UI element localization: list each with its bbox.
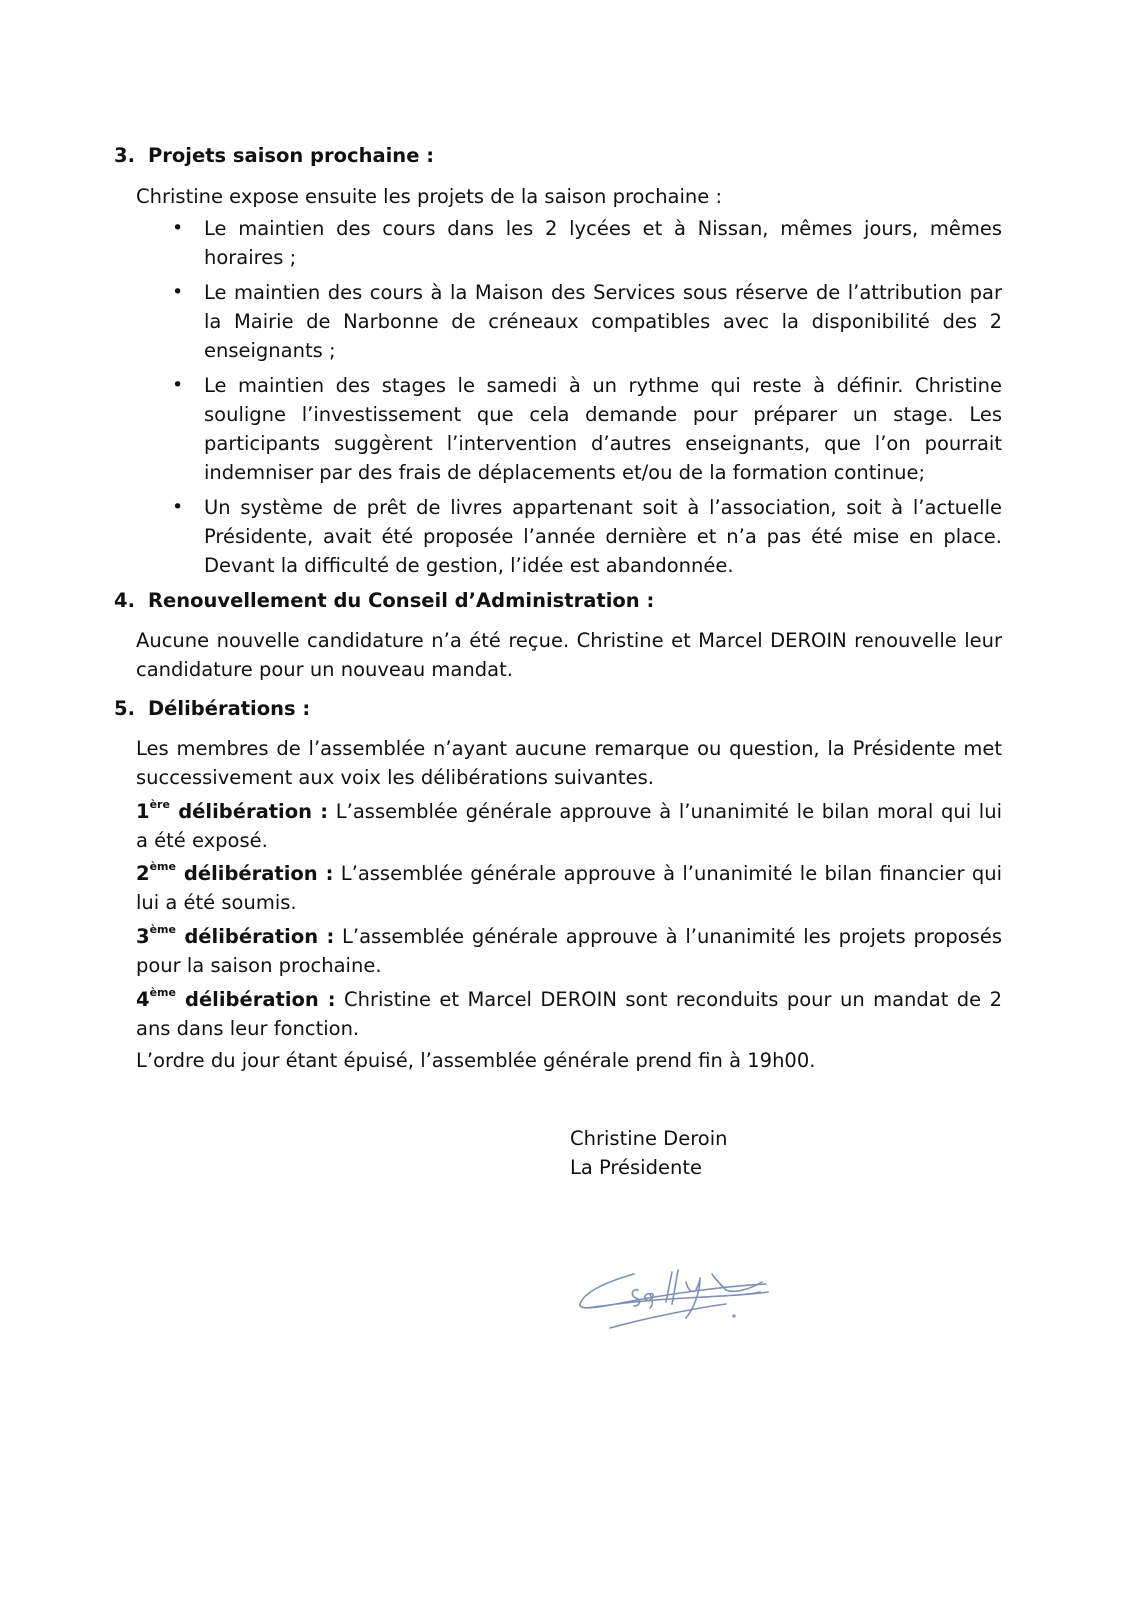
- section-3-heading: [114, 141, 434, 170]
- deliberation-1: [136, 797, 1002, 855]
- bullet-icon: •: [172, 281, 184, 303]
- deliberation-3: [136, 922, 1002, 980]
- deliberation-3-text: L’assemblée générale approuve à l’unanimité les projets proposés pour la saison prochaine.: [136, 925, 1002, 977]
- bullet-icon: •: [172, 496, 184, 518]
- deliberation-3-label: 3ème délibération :: [136, 923, 335, 948]
- closing-statement: L’ordre du jour étant épuisé, l’assemblée générale prend fin à 19h00.: [136, 1049, 816, 1072]
- section-3-bullet-list: [136, 214, 1002, 586]
- handwritten-signature: [576, 1264, 786, 1344]
- section-5-intro: Les membres de l’assemblée n’ayant aucune remarque ou question, la Présidente met successivement aux voix les délibérations suivantes.: [136, 737, 1002, 789]
- section-5-heading: [114, 694, 310, 723]
- section-3-intro: Christine expose ensuite les projets de la saison prochaine :: [136, 185, 723, 208]
- list-item: • Un système de prêt de livres appartenant soit à l’association, soit à l’actuelle Présidente, avait été proposée l’année dernière et n’a pas été mise en place. Devant la difficulté de gestion, l’idée est abandonnée.: [136, 493, 1002, 580]
- section-4-heading: [114, 586, 654, 615]
- section-5-title: Délibérations :: [148, 697, 311, 720]
- list-item: • Le maintien des stages le samedi à un rythme qui reste à définir. Christine souligne l’investissement que cela demande pour préparer un stage. Les participants suggèrent l’intervention d’autres enseignants, que l’on pourrait indemniser par des frais de déplacements et/ou de la formation continue;: [136, 371, 1002, 487]
- section-3-title: Projets saison prochaine :: [148, 144, 435, 167]
- deliberation-2: [136, 859, 1002, 917]
- list-item: • Le maintien des cours dans les 2 lycées et à Nissan, mêmes jours, mêmes horaires ;: [136, 214, 1002, 272]
- signatory-name: Christine Deroin: [570, 1127, 728, 1150]
- deliberation-2-label: 2ème délibération :: [136, 860, 334, 885]
- deliberation-1-text: L’assemblée générale approuve à l’unanimité le bilan moral qui lui a été exposé.: [136, 800, 1002, 852]
- signatory-block: [570, 1124, 728, 1182]
- section-5-number: 5.: [114, 697, 135, 720]
- section-4-title: Renouvellement du Conseil d’Administration :: [148, 589, 655, 612]
- section-4-text: Aucune nouvelle candidature n’a été reçue. Christine et Marcel DEROIN renouvelle leur candidature pour un nouveau mandat.: [136, 629, 1002, 681]
- deliberation-2-text: L’assemblée générale approuve à l’unanimité le bilan financier qui lui a été soumis.: [136, 862, 1002, 914]
- signatory-role: La Présidente: [570, 1156, 702, 1179]
- deliberation-4: [136, 985, 1002, 1043]
- bullet-icon: •: [172, 374, 184, 396]
- deliberation-4-text: Christine et Marcel DEROIN sont reconduits pour un mandat de 2 ans dans leur fonction.: [136, 988, 1002, 1040]
- deliberation-1-label: 1ère délibération :: [136, 798, 329, 823]
- section-3-number: 3.: [114, 144, 135, 167]
- section-4-number: 4.: [114, 589, 135, 612]
- deliberation-4-label: 4ème délibération :: [136, 986, 336, 1011]
- list-item: • Le maintien des cours à la Maison des Services sous réserve de l’attribution par la Mairie de Narbonne de créneaux compatibles avec la disponibilité des 2 enseignants ;: [136, 278, 1002, 365]
- bullet-icon: •: [172, 217, 184, 239]
